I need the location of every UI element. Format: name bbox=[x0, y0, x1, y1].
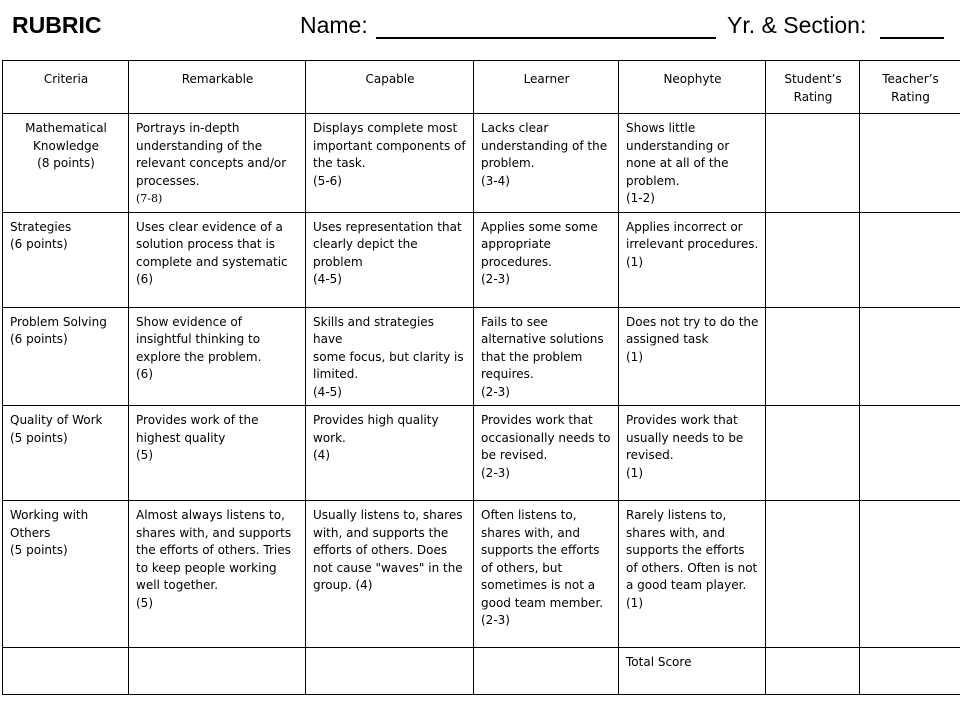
table-row bbox=[3, 212, 960, 307]
empty-cell bbox=[474, 648, 619, 695]
student-rating-cell[interactable] bbox=[766, 406, 860, 501]
student-rating-cell[interactable] bbox=[766, 114, 860, 213]
learner-cell: Often listens to, shares with, and supports the efforts of others, but sometimes is not a good team member. (2-3) bbox=[474, 501, 619, 648]
student-total-cell[interactable] bbox=[766, 648, 860, 695]
column-header-learner: Learner bbox=[474, 61, 619, 114]
learner-cell: Lacks clear understanding of the problem. (3-4) bbox=[474, 114, 619, 213]
column-header-criteria: Criteria bbox=[3, 61, 129, 114]
teacher-rating-cell[interactable] bbox=[860, 501, 960, 648]
table-row bbox=[3, 307, 960, 406]
table-header-row bbox=[3, 61, 960, 114]
column-header-student-rating: Student’s Rating bbox=[766, 61, 860, 114]
total-row bbox=[3, 648, 960, 695]
learner-cell: Fails to see alternative solutions that the problem requires. (2-3) bbox=[474, 307, 619, 406]
remarkable-text: Portrays in-depth understanding of the relevant concepts and/or processes. bbox=[136, 121, 287, 188]
table-row bbox=[3, 501, 960, 648]
neophyte-cell: Rarely listens to, shares with, and supports the efforts of others. Often is not a good team player. (1) bbox=[619, 501, 766, 648]
empty-cell bbox=[3, 648, 129, 695]
empty-cell bbox=[129, 648, 306, 695]
criteria-cell: Working with Others (5 points) bbox=[3, 501, 129, 648]
criteria-cell: Quality of Work (5 points) bbox=[3, 406, 129, 501]
column-header-neophyte: Neophyte bbox=[619, 61, 766, 114]
capable-cell: Provides high quality work. (4) bbox=[306, 406, 474, 501]
teacher-rating-cell[interactable] bbox=[860, 212, 960, 307]
learner-cell: Provides work that occasionally needs to be revised. (2-3) bbox=[474, 406, 619, 501]
student-rating-cell[interactable] bbox=[766, 307, 860, 406]
remarkable-cell: Uses clear evidence of a solution process that is complete and systematic (6) bbox=[129, 212, 306, 307]
page-title: RUBRIC bbox=[12, 12, 102, 38]
criteria-cell: Strategies (6 points) bbox=[3, 212, 129, 307]
capable-cell: Displays complete most important components of the task. (5-6) bbox=[306, 114, 474, 213]
capable-cell: Skills and strategies have some focus, but clarity is limited. (4-5) bbox=[306, 307, 474, 406]
neophyte-cell: Shows little understanding or none at all of the problem. (1-2) bbox=[619, 114, 766, 213]
neophyte-cell: Does not try to do the assigned task (1) bbox=[619, 307, 766, 406]
remarkable-cell bbox=[129, 114, 306, 213]
name-blank-line[interactable] bbox=[376, 37, 716, 39]
student-rating-cell[interactable] bbox=[766, 212, 860, 307]
section-label: Yr. & Section: bbox=[727, 12, 867, 38]
table-row bbox=[3, 406, 960, 501]
teacher-rating-cell[interactable] bbox=[860, 307, 960, 406]
column-header-remarkable: Remarkable bbox=[129, 61, 306, 114]
remarkable-score: (7-8) bbox=[136, 192, 163, 205]
teacher-rating-cell[interactable] bbox=[860, 114, 960, 213]
learner-cell: Applies some some appropriate procedures. (2-3) bbox=[474, 212, 619, 307]
criteria-cell: Problem Solving (6 points) bbox=[3, 307, 129, 406]
remarkable-cell: Provides work of the highest quality (5) bbox=[129, 406, 306, 501]
section-blank-line[interactable] bbox=[880, 37, 944, 39]
capable-cell: Uses representation that clearly depict the problem (4-5) bbox=[306, 212, 474, 307]
table-row bbox=[3, 114, 960, 213]
teacher-rating-cell[interactable] bbox=[860, 406, 960, 501]
neophyte-cell: Applies incorrect or irrelevant procedures. (1) bbox=[619, 212, 766, 307]
page-header bbox=[0, 0, 960, 52]
column-header-teacher-rating: Teacher’s Rating bbox=[860, 61, 960, 114]
column-header-capable: Capable bbox=[306, 61, 474, 114]
name-label: Name: bbox=[300, 12, 368, 38]
remarkable-cell: Almost always listens to, shares with, and supports the efforts of others. Tries to keep people working well together. (5) bbox=[129, 501, 306, 648]
rubric-table bbox=[2, 60, 960, 695]
remarkable-cell: Show evidence of insightful thinking to explore the problem. (6) bbox=[129, 307, 306, 406]
student-rating-cell[interactable] bbox=[766, 501, 860, 648]
criteria-cell: Mathematical Knowledge (8 points) bbox=[3, 114, 129, 213]
empty-cell bbox=[306, 648, 474, 695]
neophyte-cell: Provides work that usually needs to be revised. (1) bbox=[619, 406, 766, 501]
capable-cell: Usually listens to, shares with, and supports the efforts of others. Does not cause "waves" in the group. (4) bbox=[306, 501, 474, 648]
total-score-label: Total Score bbox=[619, 648, 766, 695]
teacher-total-cell[interactable] bbox=[860, 648, 960, 695]
